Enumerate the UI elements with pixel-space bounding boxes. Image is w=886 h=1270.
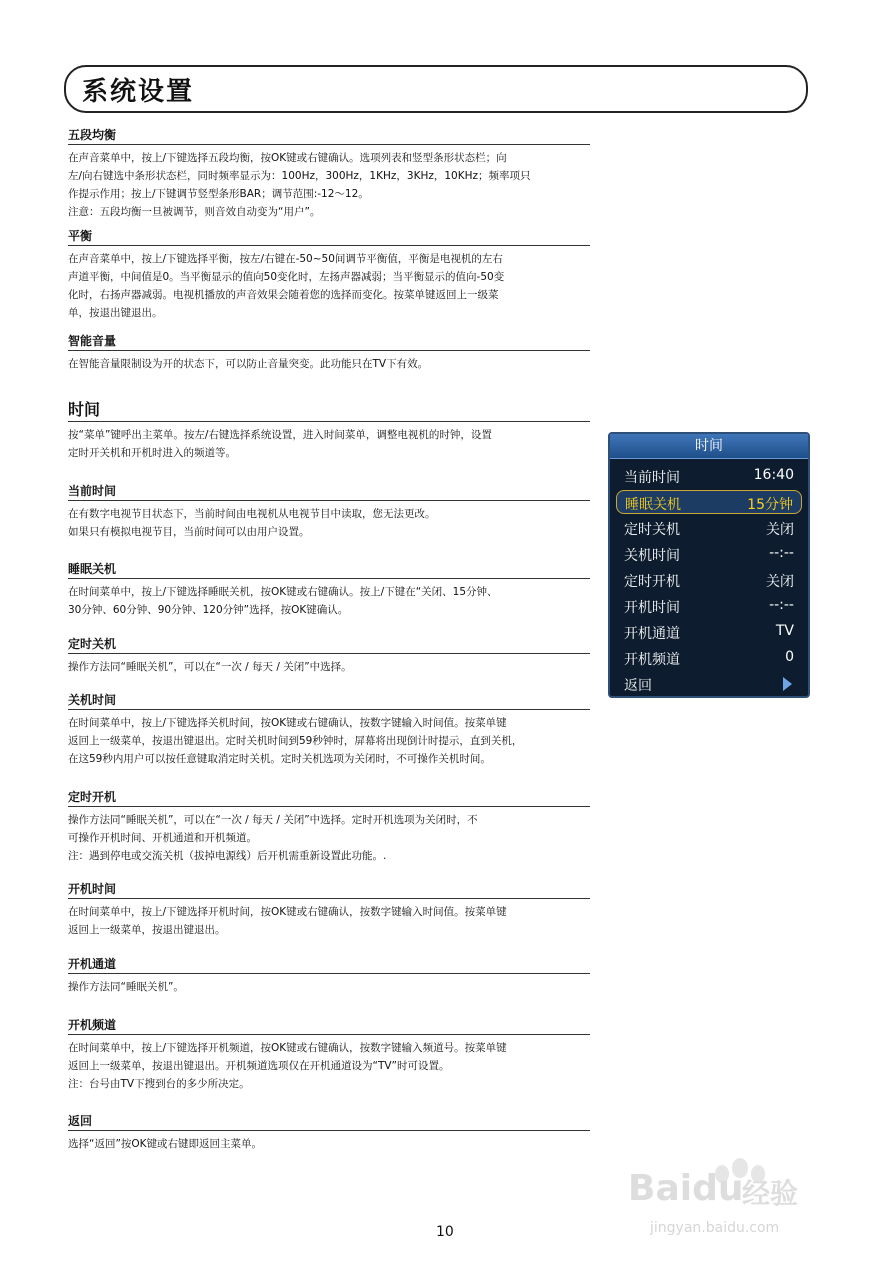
tv-menu-item-timed-off[interactable] bbox=[616, 516, 802, 540]
section-line: 作提示作用；按上/下键调节竖型条形BAR；调节范围:-12～12。 bbox=[68, 188, 369, 200]
section-title: 定时开机 bbox=[68, 789, 590, 807]
section-line: 注：遇到停电或交流关机（拔掉电源线）后开机需重新设置此功能。. bbox=[68, 850, 387, 862]
section-title: 时间 bbox=[68, 399, 590, 422]
tv-menu-item-label: 定时开机 bbox=[624, 574, 680, 590]
section-title: 平衡 bbox=[68, 228, 590, 246]
section-timed-on bbox=[68, 789, 590, 865]
section-line: 30分钟、60分钟、90分钟、120分钟”选择，按OK键确认。 bbox=[68, 604, 349, 616]
tv-menu-item-label: 当前时间 bbox=[624, 470, 680, 486]
page-title: 系统设置 bbox=[82, 77, 195, 107]
section-smart-volume bbox=[68, 333, 590, 373]
tv-menu-item-on-time[interactable] bbox=[616, 594, 802, 618]
tv-menu-item-on-channel[interactable] bbox=[616, 646, 802, 670]
section-line: 在时间菜单中，按上/下键选择开机频道，按OK键或右键确认，按数字键输入频道号。按菜单键 bbox=[68, 1042, 507, 1054]
section-on-channel bbox=[68, 1017, 590, 1093]
watermark-brand: Baidu bbox=[628, 1168, 744, 1209]
tv-menu-item-off-time[interactable] bbox=[616, 542, 802, 566]
section-line: 定时开关机和开机时进入的频道等。 bbox=[68, 447, 236, 459]
section-line: 按“菜单”键呼出主菜单。按左/右键选择系统设置，进入时间菜单，调整电视机的时钟，设置 bbox=[68, 429, 492, 441]
section-title: 开机通道 bbox=[68, 956, 590, 974]
section-line: 在时间菜单中，按上/下键选择关机时间，按OK键或右键确认，按数字键输入时间值。按菜单键 bbox=[68, 717, 507, 729]
section-line: 返回上一级菜单，按退出键退出。 bbox=[68, 924, 226, 936]
tv-menu-item-value: 0 bbox=[785, 649, 794, 665]
tv-menu-item-value: --:-- bbox=[769, 597, 794, 613]
section-timed-off bbox=[68, 636, 590, 676]
tv-menu-item-label: 开机时间 bbox=[624, 600, 680, 616]
tv-menu-item-label: 返回 bbox=[624, 678, 652, 694]
tv-menu-item-return[interactable] bbox=[616, 672, 802, 696]
section-line: 操作方法同“睡眠关机”，可以在“一次 / 每天 / 关闭”中选择。 bbox=[68, 661, 352, 673]
section-line: 在有数字电视节目状态下，当前时间由电视机从电视节目中读取，您无法更改。 bbox=[68, 508, 436, 520]
tv-menu-item-value: 关闭 bbox=[766, 574, 794, 590]
tv-menu-title: 时间 bbox=[610, 434, 808, 459]
section-line: 如果只有模拟电视节目，当前时间可以由用户设置。 bbox=[68, 526, 310, 538]
tv-menu-item-value: 16:40 bbox=[753, 467, 794, 483]
section-return bbox=[68, 1113, 590, 1153]
section-title: 智能音量 bbox=[68, 333, 590, 351]
tv-menu-item-value: TV bbox=[775, 623, 794, 639]
section-line: 操作方法同“睡眠关机”，可以在“一次 / 每天 / 关闭”中选择。定时开机选项为关闭时，不 bbox=[68, 814, 478, 826]
page-number: 10 bbox=[436, 1224, 454, 1240]
section-title: 开机时间 bbox=[68, 881, 590, 899]
section-line: 在智能音量限制设为开的状态下，可以防止音量突变。此功能只在TV下有效。 bbox=[68, 358, 429, 370]
section-line: 操作方法同“睡眠关机”。 bbox=[68, 981, 184, 993]
section-line: 返回上一级菜单，按退出键退出。开机频道选项仅在开机通道设为“TV”时可设置。 bbox=[68, 1060, 450, 1072]
watermark-brand-cn: 经验 bbox=[742, 1177, 799, 1210]
section-line: 单，按退出键退出。 bbox=[68, 307, 163, 319]
section-line: 在时间菜单中，按上/下键选择开机时间，按OK键或右键确认，按数字键输入时间值。按菜单键 bbox=[68, 906, 507, 918]
section-line: 在这59秒内用户可以按任意键取消定时关机。定时关机选项为关闭时，不可操作关机时间。 bbox=[68, 753, 491, 765]
section-line: 可操作开机时间、开机通道和开机频道。 bbox=[68, 832, 257, 844]
section-title: 五段均衡 bbox=[68, 127, 590, 145]
tv-menu-item-value: 关闭 bbox=[766, 522, 794, 538]
tv-menu-item-current-time[interactable] bbox=[616, 464, 802, 488]
tv-menu-item-timed-on[interactable] bbox=[616, 568, 802, 592]
tv-menu-item-value: 15分钟 bbox=[747, 497, 793, 513]
section-balance bbox=[68, 228, 590, 322]
section-line: 声道平衡，中间值是0。当平衡显示的值向50变化时，左扬声器减弱；当平衡显示的值向-50变 bbox=[68, 271, 505, 283]
section-line: 左/向右键选中条形状态栏，同时频率显示为：100Hz，300Hz，1KHz，3KHz，10KHz；频率项只 bbox=[68, 170, 531, 182]
section-title: 当前时间 bbox=[68, 483, 590, 501]
section-five-band-eq bbox=[68, 127, 590, 221]
section-line: 选择“返回”按OK键或右键即返回主菜单。 bbox=[68, 1138, 263, 1150]
section-title: 返回 bbox=[68, 1113, 590, 1131]
section-line: 注意：五段均衡一旦被调节，则音效自动变为“用户”。 bbox=[68, 206, 321, 218]
section-title: 开机频道 bbox=[68, 1017, 590, 1035]
section-line: 返回上一级菜单，按退出键退出。定时关机时间到59秒钟时，屏幕将出现倒计时提示，直到关机， bbox=[68, 735, 523, 747]
section-current-time bbox=[68, 483, 590, 541]
tv-menu-item-value: --:-- bbox=[769, 545, 794, 561]
tv-menu-item-on-source[interactable] bbox=[616, 620, 802, 644]
section-on-source bbox=[68, 956, 590, 996]
section-line: 在声音菜单中，按上/下键选择五段均衡，按OK键或右键确认。选项列表和竖型条形状态栏；向 bbox=[68, 152, 507, 164]
tv-menu-item-label: 开机频道 bbox=[624, 652, 680, 668]
tv-menu-item-label: 关机时间 bbox=[624, 548, 680, 564]
section-title: 睡眠关机 bbox=[68, 561, 590, 579]
section-on-time bbox=[68, 881, 590, 939]
section-title: 关机时间 bbox=[68, 692, 590, 710]
section-off-time bbox=[68, 692, 590, 768]
watermark-url: jingyan.baidu.com bbox=[650, 1220, 780, 1236]
section-sleep-timer bbox=[68, 561, 590, 619]
section-line: 在时间菜单中，按上/下键选择睡眠关机，按OK键或右键确认。按上/下键在“关闭、15分钟、 bbox=[68, 586, 498, 598]
section-time bbox=[68, 399, 590, 462]
tv-menu-item-label: 定时关机 bbox=[624, 522, 680, 538]
arrow-right-icon bbox=[783, 677, 792, 691]
tv-menu-item-label: 开机通道 bbox=[624, 626, 680, 642]
tv-menu-item-sleep-timer[interactable] bbox=[616, 490, 802, 514]
section-line: 在声音菜单中，按上/下键选择平衡，按左/右键在-50~50间调节平衡值，平衡是电视机的左右 bbox=[68, 253, 503, 265]
section-line: 化时，右扬声器减弱。电视机播放的声音效果会随着您的选择而变化。按菜单键返回上一级菜 bbox=[68, 289, 499, 301]
tv-menu-item-label: 睡眠关机 bbox=[625, 497, 681, 513]
tv-time-menu bbox=[608, 432, 810, 698]
section-title: 定时关机 bbox=[68, 636, 590, 654]
section-line: 注：台号由TV下搜到台的多少所决定。 bbox=[68, 1078, 250, 1090]
